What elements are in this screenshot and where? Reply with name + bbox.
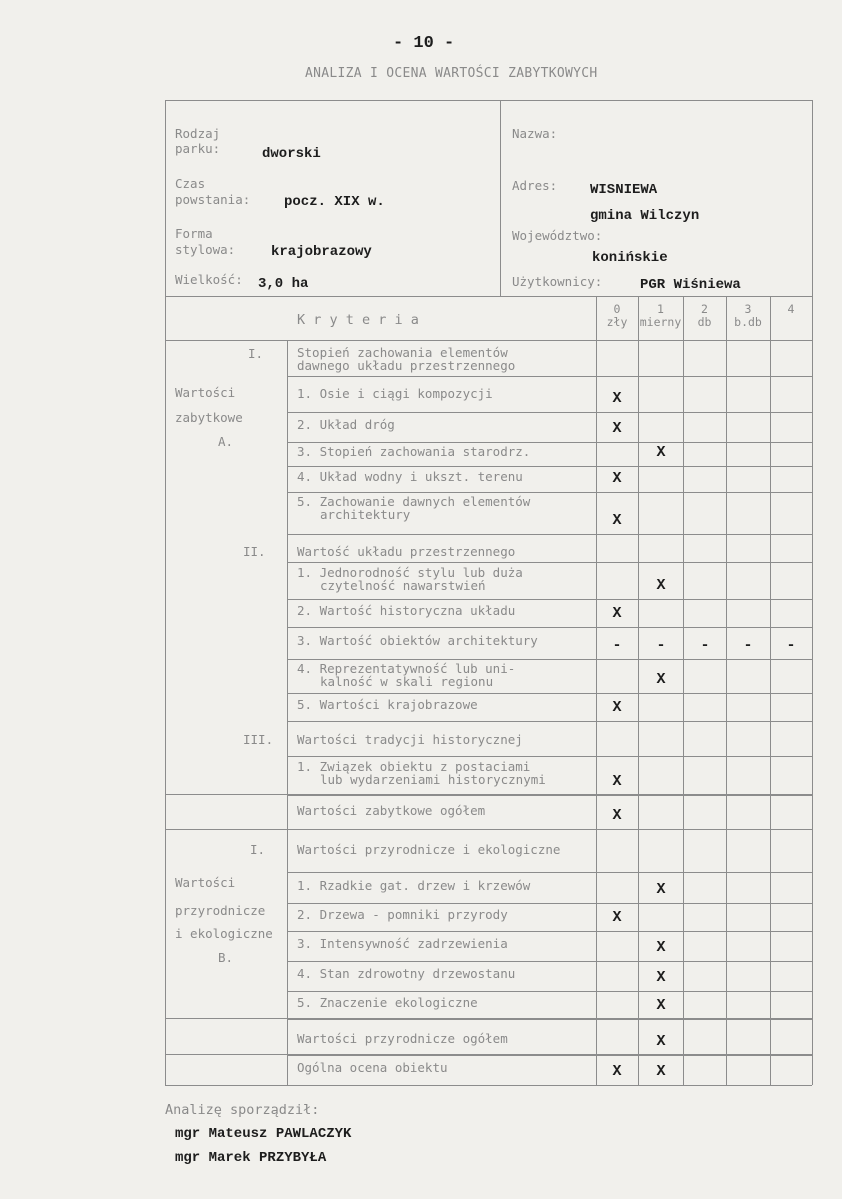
group-a-i-num: I. <box>248 346 264 361</box>
criterion-label: 1. Osie i ciągi kompozycji <box>297 386 493 401</box>
criterion-label: 1. Jednorodność stylu lub duża <box>297 565 523 580</box>
adres-label: Adres: <box>512 178 558 193</box>
rodzaj-label-2: parku: <box>175 141 221 156</box>
row-divider <box>287 961 812 962</box>
wielkosc-label: Wielkość: <box>175 272 243 287</box>
x-mark: X <box>612 1063 622 1080</box>
criterion-label: 2. Drzewa - pomniki przyrody <box>297 907 508 922</box>
criterion-label: 1. Rzadkie gat. drzew i krzewów <box>297 878 531 893</box>
row-divider <box>287 1019 812 1020</box>
criterion-label: 5. Zachowanie dawnych elementów <box>297 494 531 509</box>
section-a-label: Wartości <box>175 385 236 400</box>
czas-label: Czas <box>175 176 206 191</box>
row-divider <box>287 1055 812 1056</box>
criterion-label-cont: czytelność nawarstwień <box>320 578 486 593</box>
row-divider <box>287 376 812 377</box>
x-mark: X <box>656 1063 666 1080</box>
row-divider <box>287 534 812 535</box>
row-divider <box>287 756 812 757</box>
section-a-total: Wartości zabytkowe ogółem <box>297 803 486 818</box>
wojewodztwo-label: Województwo: <box>512 228 603 243</box>
criterion-label: 4. Stan zdrowotny drzewostanu <box>297 966 516 981</box>
dash-mark: - <box>612 637 622 654</box>
x-mark: X <box>612 909 622 926</box>
grade-col-1: 1 mierny <box>639 302 682 329</box>
section-b-label-3: i ekologiczne <box>175 926 273 941</box>
criterion-label: 2. Układ dróg <box>297 417 395 432</box>
criterion-label-cont: kalność w skali regionu <box>320 674 494 689</box>
adres-value-2: gmina Wilczyn <box>590 208 700 224</box>
criterion-label: 4. Układ wodny i ukszt. terenu <box>297 469 523 484</box>
x-mark: X <box>612 390 622 407</box>
x-mark: X <box>656 969 666 986</box>
criterion-label: 2. Wartość historyczna układu <box>297 603 516 618</box>
x-mark: X <box>656 881 666 898</box>
dash-mark: - <box>700 637 710 654</box>
x-mark: X <box>656 577 666 594</box>
nazwa-label: Nazwa: <box>512 126 558 141</box>
row-divider <box>287 659 812 660</box>
row-divider <box>287 1085 812 1086</box>
wielkosc-value: 3,0 ha <box>258 276 309 292</box>
row-divider <box>287 903 812 904</box>
row-divider <box>287 492 812 493</box>
criterion-label-cont: architektury <box>320 507 411 522</box>
group-a-ii-title: Wartość układu przestrzennego <box>297 544 516 559</box>
row-divider <box>287 442 812 443</box>
row-divider <box>287 412 812 413</box>
criterion-label: 3. Stopień zachowania starodrz. <box>297 444 531 459</box>
grade-col-0: 0 zły <box>606 302 628 329</box>
row-divider <box>287 931 812 932</box>
page-number: - 10 - <box>393 34 455 53</box>
czas-label-2: powstania: <box>175 192 251 207</box>
row-divider <box>287 721 812 722</box>
dash-mark: - <box>786 637 796 654</box>
adres-value-1: WISNIEWA <box>590 182 658 198</box>
row-divider <box>287 693 812 694</box>
row-divider <box>287 872 812 873</box>
dash-mark: - <box>743 637 753 654</box>
group-a-i-title: Stopień zachowania elementów <box>297 345 508 360</box>
wojewodztwo-value: konińskie <box>592 250 668 266</box>
section-b-label-2: przyrodnicze <box>175 903 266 918</box>
criterion-label: 5. Wartości krajobrazowe <box>297 697 478 712</box>
rodzaj-label: Rodzaj <box>175 126 221 141</box>
grade-col-2: 2 db <box>697 302 712 329</box>
uzytkownicy-value: PGR Wiśniewa <box>640 277 741 293</box>
grade-col-4: 4 <box>787 302 795 316</box>
row-divider <box>287 562 812 563</box>
grade-col-3: 3 b.db <box>734 302 762 329</box>
prepared-by-label: Analizę sporządził: <box>165 1102 320 1118</box>
criterion-label: Ogólna ocena obiektu <box>297 1060 448 1075</box>
section-b-total: Wartości przyrodnicze ogółem <box>297 1031 508 1046</box>
x-mark: X <box>656 939 666 956</box>
x-mark: X <box>612 420 622 437</box>
criterion-label: 1. Związek obiektu z postaciami <box>297 759 531 774</box>
x-mark: X <box>656 671 666 688</box>
x-mark: X <box>612 773 622 790</box>
x-mark: X <box>612 699 622 716</box>
row-divider <box>287 829 812 830</box>
criterion-label: 5. Znaczenie ekologiczne <box>297 995 478 1010</box>
x-mark: X <box>612 605 622 622</box>
uzytkownicy-label: Użytkownicy: <box>512 274 603 289</box>
criterion-label: 3. Intensywność zadrzewienia <box>297 936 508 951</box>
x-mark: X <box>656 997 666 1014</box>
group-a-i-title-2: dawnego układu przestrzennego <box>297 358 516 373</box>
group-a-iii-num: III. <box>243 732 274 747</box>
criteria-header: K r y t e r i a <box>297 312 419 328</box>
section-a-label-3: A. <box>218 434 234 449</box>
section-b-label-4: B. <box>218 950 234 965</box>
group-b-i-title: Wartości przyrodnicze i ekologiczne <box>297 842 561 857</box>
czas-value: pocz. XIX w. <box>284 194 385 210</box>
row-divider <box>287 991 812 992</box>
criterion-label-cont: lub wydarzeniami historycznymi <box>320 772 546 787</box>
author-2: mgr Marek PRZYBYŁA <box>175 1150 327 1166</box>
section-b-label: Wartości <box>175 875 236 890</box>
x-mark: X <box>612 807 622 824</box>
row-divider <box>287 795 812 796</box>
group-a-ii-num: II. <box>243 544 266 559</box>
x-mark: X <box>656 1033 666 1050</box>
x-mark: X <box>656 444 666 461</box>
group-b-i-num: I. <box>250 842 266 857</box>
section-a-label-2: zabytkowe <box>175 410 243 425</box>
dash-mark: - <box>656 637 666 654</box>
forma-label-2: stylowa: <box>175 242 236 257</box>
row-divider <box>287 599 812 600</box>
forma-value: krajobrazowy <box>271 244 372 260</box>
row-divider <box>287 627 812 628</box>
rodzaj-value: dworski <box>262 146 321 162</box>
author-1: mgr Mateusz PAWLACZYK <box>175 1126 352 1142</box>
forma-label: Forma <box>175 226 213 241</box>
document-title: ANALIZA I OCENA WARTOŚCI ZABYTKOWYCH <box>305 66 598 81</box>
x-mark: X <box>612 512 622 529</box>
criterion-label: 4. Reprezentatywność lub uni- <box>297 661 516 676</box>
group-a-iii-title: Wartości tradycji historycznej <box>297 732 523 747</box>
row-divider <box>287 466 812 467</box>
x-mark: X <box>612 470 622 487</box>
criterion-label: 3. Wartość obiektów architektury <box>297 633 538 648</box>
